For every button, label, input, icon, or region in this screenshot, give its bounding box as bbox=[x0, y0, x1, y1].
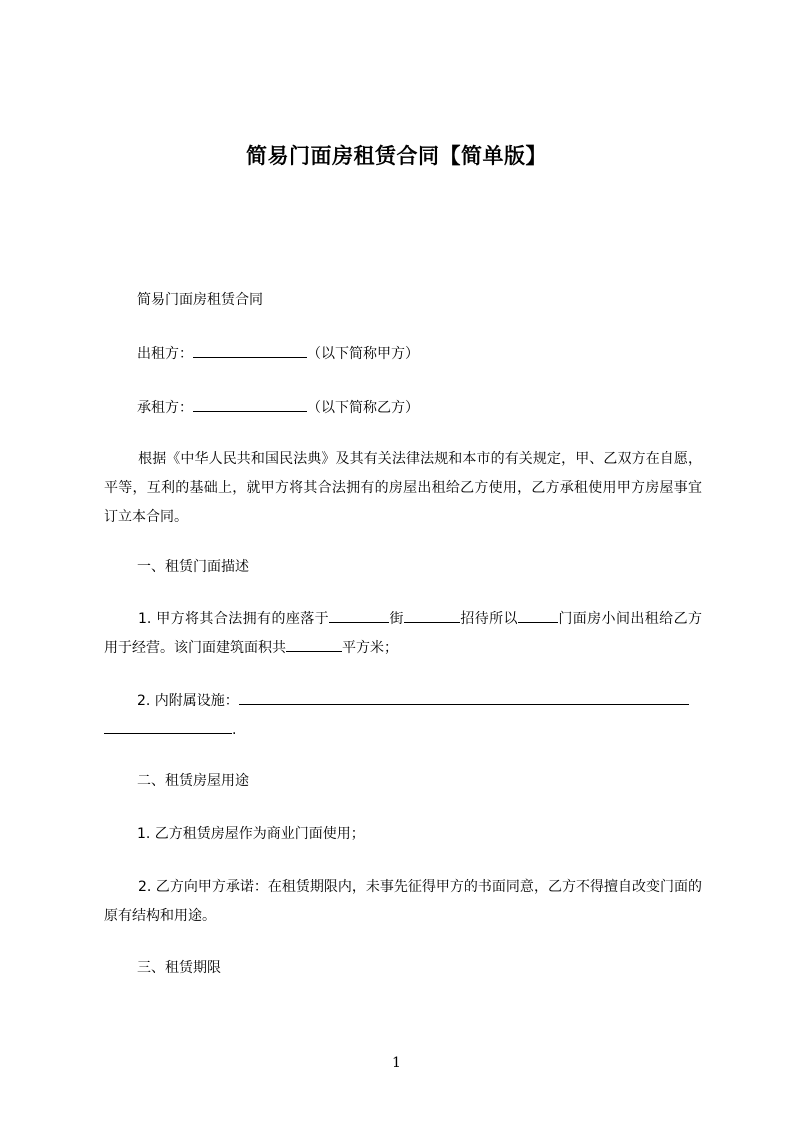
lessee-suffix: （以下简称乙方） bbox=[307, 400, 419, 416]
lessee-line bbox=[137, 394, 419, 423]
preamble-text: 根据《中华人民共和国民法典》及其有关法律法规和本市的有关规定，甲、乙双方在自愿，平等，互利的基础上，就甲方将其合法拥有的房屋出租给乙方使用，乙方承租使用甲方房屋事宜订立本合同。 bbox=[104, 451, 702, 525]
lessor-label: 出租方： bbox=[137, 346, 193, 362]
section-2-item-1: 1. 乙方租赁房屋作为商业门面使用； bbox=[137, 826, 365, 842]
unit-blank bbox=[518, 608, 558, 623]
section-1-heading: 一、租赁门面描述 bbox=[137, 559, 249, 575]
section-1-item-1: 1. 甲方将其合法拥有的座落于 街 招待所以 门面房小间出租给乙方用于经营。该门面建筑面积共 平方米； bbox=[104, 605, 702, 663]
facilities-blank bbox=[239, 690, 689, 705]
lessor-blank bbox=[193, 343, 307, 358]
section-3-heading: 三、租赁期限 bbox=[137, 960, 221, 976]
document-title: 简易门面房租赁合同【简单版】 bbox=[246, 144, 547, 168]
street-blank bbox=[404, 608, 460, 623]
section-2-item-2: 2. 乙方向甲方承诺：在租赁期限内，未事先征得甲方的书面同意，乙方不得擅自改变门面的原有结构和用途。 bbox=[104, 879, 702, 924]
section-1-item-2: 2. 内附属设施： bbox=[137, 687, 689, 716]
lessor-line bbox=[137, 340, 419, 369]
section-1-item-2-cont: . bbox=[104, 716, 236, 745]
contract-name: 简易门面房租赁合同 bbox=[137, 292, 263, 308]
area-blank bbox=[286, 637, 342, 652]
lessee-label: 承租方： bbox=[137, 400, 193, 416]
lessor-suffix: （以下简称甲方） bbox=[307, 346, 419, 362]
lessee-blank bbox=[193, 397, 307, 412]
page-number: 1 bbox=[392, 1055, 401, 1071]
facilities-blank-2 bbox=[104, 719, 232, 734]
location-blank bbox=[329, 608, 389, 623]
section-2-heading: 二、租赁房屋用途 bbox=[137, 773, 249, 789]
preamble-paragraph bbox=[104, 445, 702, 532]
